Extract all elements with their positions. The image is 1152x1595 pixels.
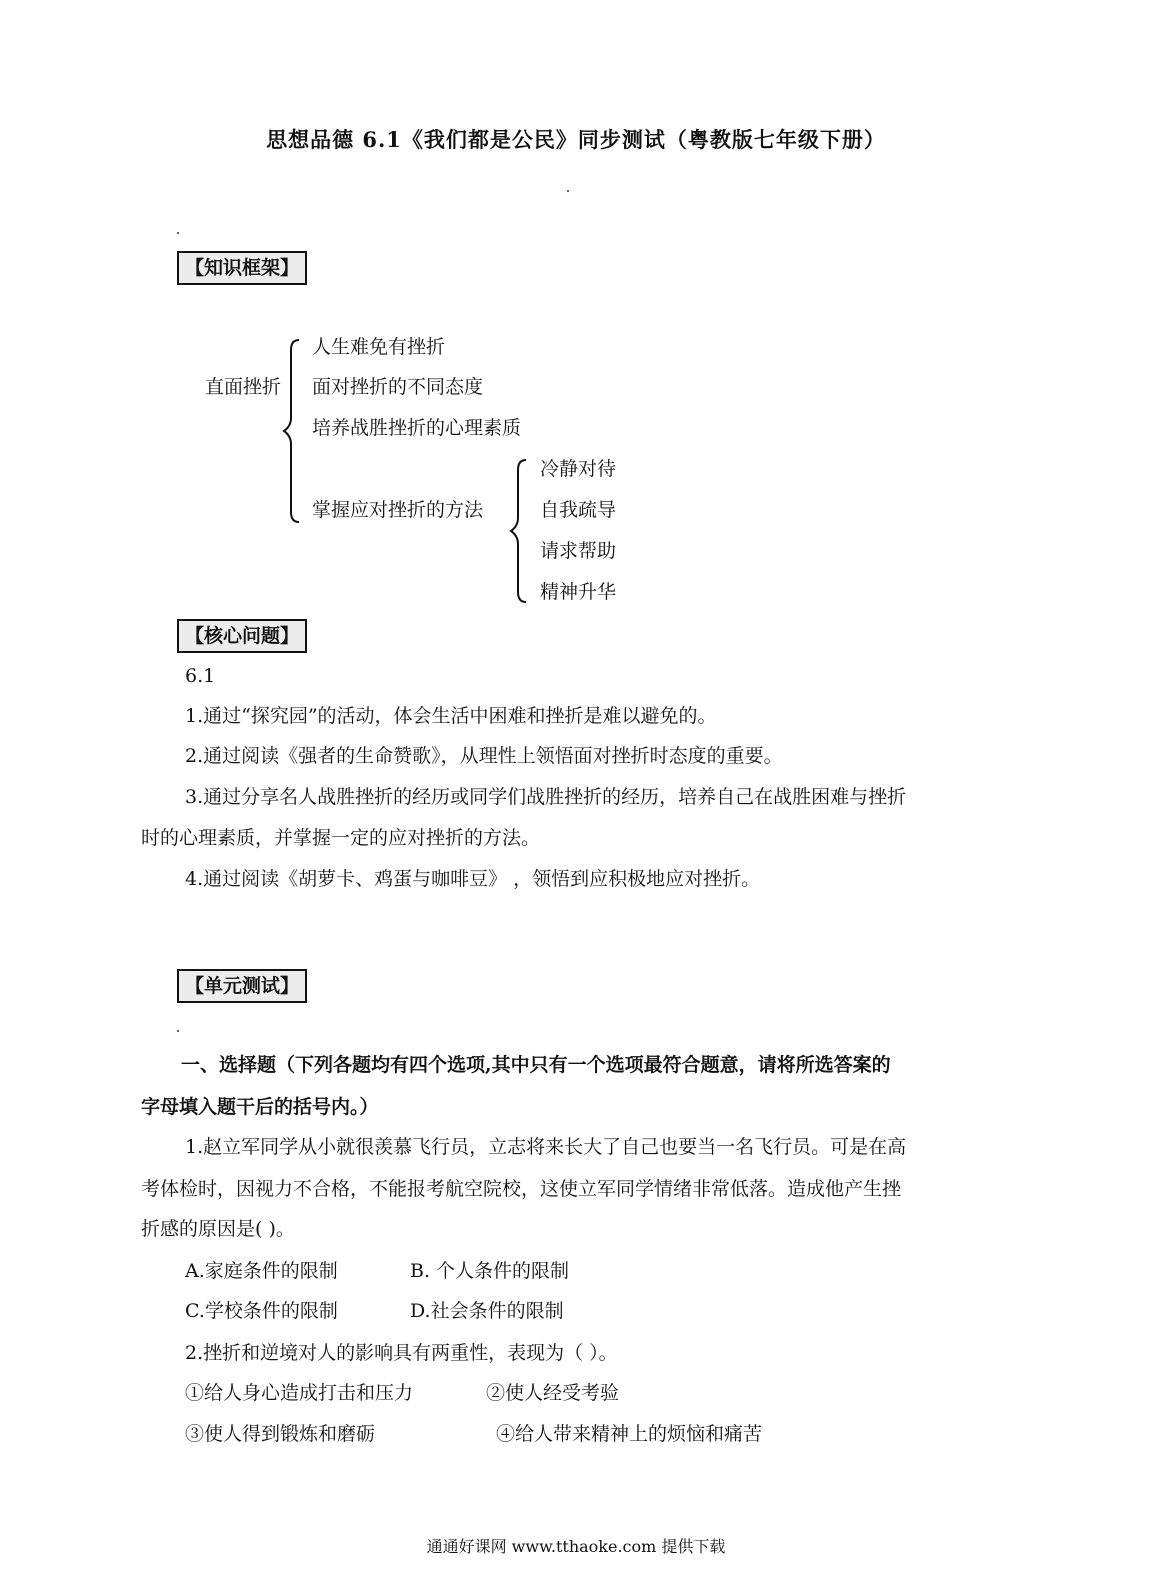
framework-method: 冷静对待 [540, 458, 617, 480]
question-1-option: C.学校条件的限制 [185, 1300, 338, 1322]
framework-root: 直面挫折 [205, 376, 282, 398]
framework-method: 请求帮助 [540, 540, 617, 562]
test-instructions-cont: 字母填入题干后的括号内。） [141, 1096, 379, 1118]
question-2-option: ②使人经受考验 [486, 1382, 620, 1404]
framework-method: 自我疏导 [540, 499, 617, 521]
question-1-cont: 考体检时，因视力不合格，不能报考航空院校，这使立军同学情绪非常低落。造成他产生挫 [141, 1178, 902, 1200]
page-title: 思想品德 6.1《我们都是公民》同步测试（粤教版七年级下册） [266, 127, 886, 152]
framework-brace-methods [508, 456, 532, 606]
framework-item: 面对挫折的不同态度 [312, 376, 484, 398]
core-question: 3.通过分享名人战胜挫折的经历或同学们战胜挫折的经历，培养自己在战胜困难与挫折 [185, 786, 907, 808]
section-heading-framework: 【知识框架】 [177, 251, 307, 285]
question-2: 2.挫折和逆境对人的影响具有两重性，表现为（ ）。 [185, 1342, 618, 1364]
question-1-option: A.家庭条件的限制 [185, 1260, 338, 1282]
question-2-option: ①给人身心造成打击和压力 [185, 1382, 414, 1404]
question-1-option: D.社会条件的限制 [410, 1300, 564, 1322]
page-footer: 通通好课网 www.tthaoke.com 提供下载 [426, 1537, 726, 1556]
section-heading-core: 【核心问题】 [177, 619, 307, 653]
framework-item: 人生难免有挫折 [312, 336, 446, 358]
test-instructions: 一、选择题（下列各题均有四个选项,其中只有一个选项最符合题意，请将所选答案的 [181, 1054, 891, 1076]
question-1-option: B. 个人条件的限制 [410, 1260, 570, 1282]
scan-speck [177, 1030, 179, 1032]
core-question-cont: 时的心理素质，并掌握一定的应对挫折的方法。 [141, 827, 541, 849]
framework-method: 精神升华 [540, 581, 617, 603]
core-question: 4.通过阅读《胡萝卡、鸡蛋与咖啡豆》 ，领悟到应积极地应对挫折。 [185, 868, 761, 890]
scan-speck [567, 190, 569, 192]
question-2-option: ③使人得到锻炼和磨砺 [185, 1423, 376, 1445]
core-question: 1.通过“探究园”的活动，体会生活中困难和挫折是难以避免的。 [185, 705, 717, 727]
section-heading-test: 【单元测试】 [177, 969, 307, 1003]
question-1-cont: 折感的原因是( )。 [141, 1218, 295, 1240]
framework-item: 培养战胜挫折的心理素质 [312, 417, 522, 439]
core-number: 6.1 [185, 665, 216, 687]
core-question: 2.通过阅读《强者的生命赞歌》，从理性上领悟面对挫折时态度的重要。 [185, 745, 783, 767]
question-1: 1.赵立军同学从小就很羡慕飞行员，立志将来长大了自己也要当一名飞行员。可是在高 [185, 1136, 907, 1158]
question-2-option: ④给人带来精神上的烦恼和痛苦 [496, 1423, 763, 1445]
framework-brace-main [281, 336, 305, 526]
scan-speck [177, 232, 179, 234]
framework-item: 掌握应对挫折的方法 [312, 499, 484, 521]
